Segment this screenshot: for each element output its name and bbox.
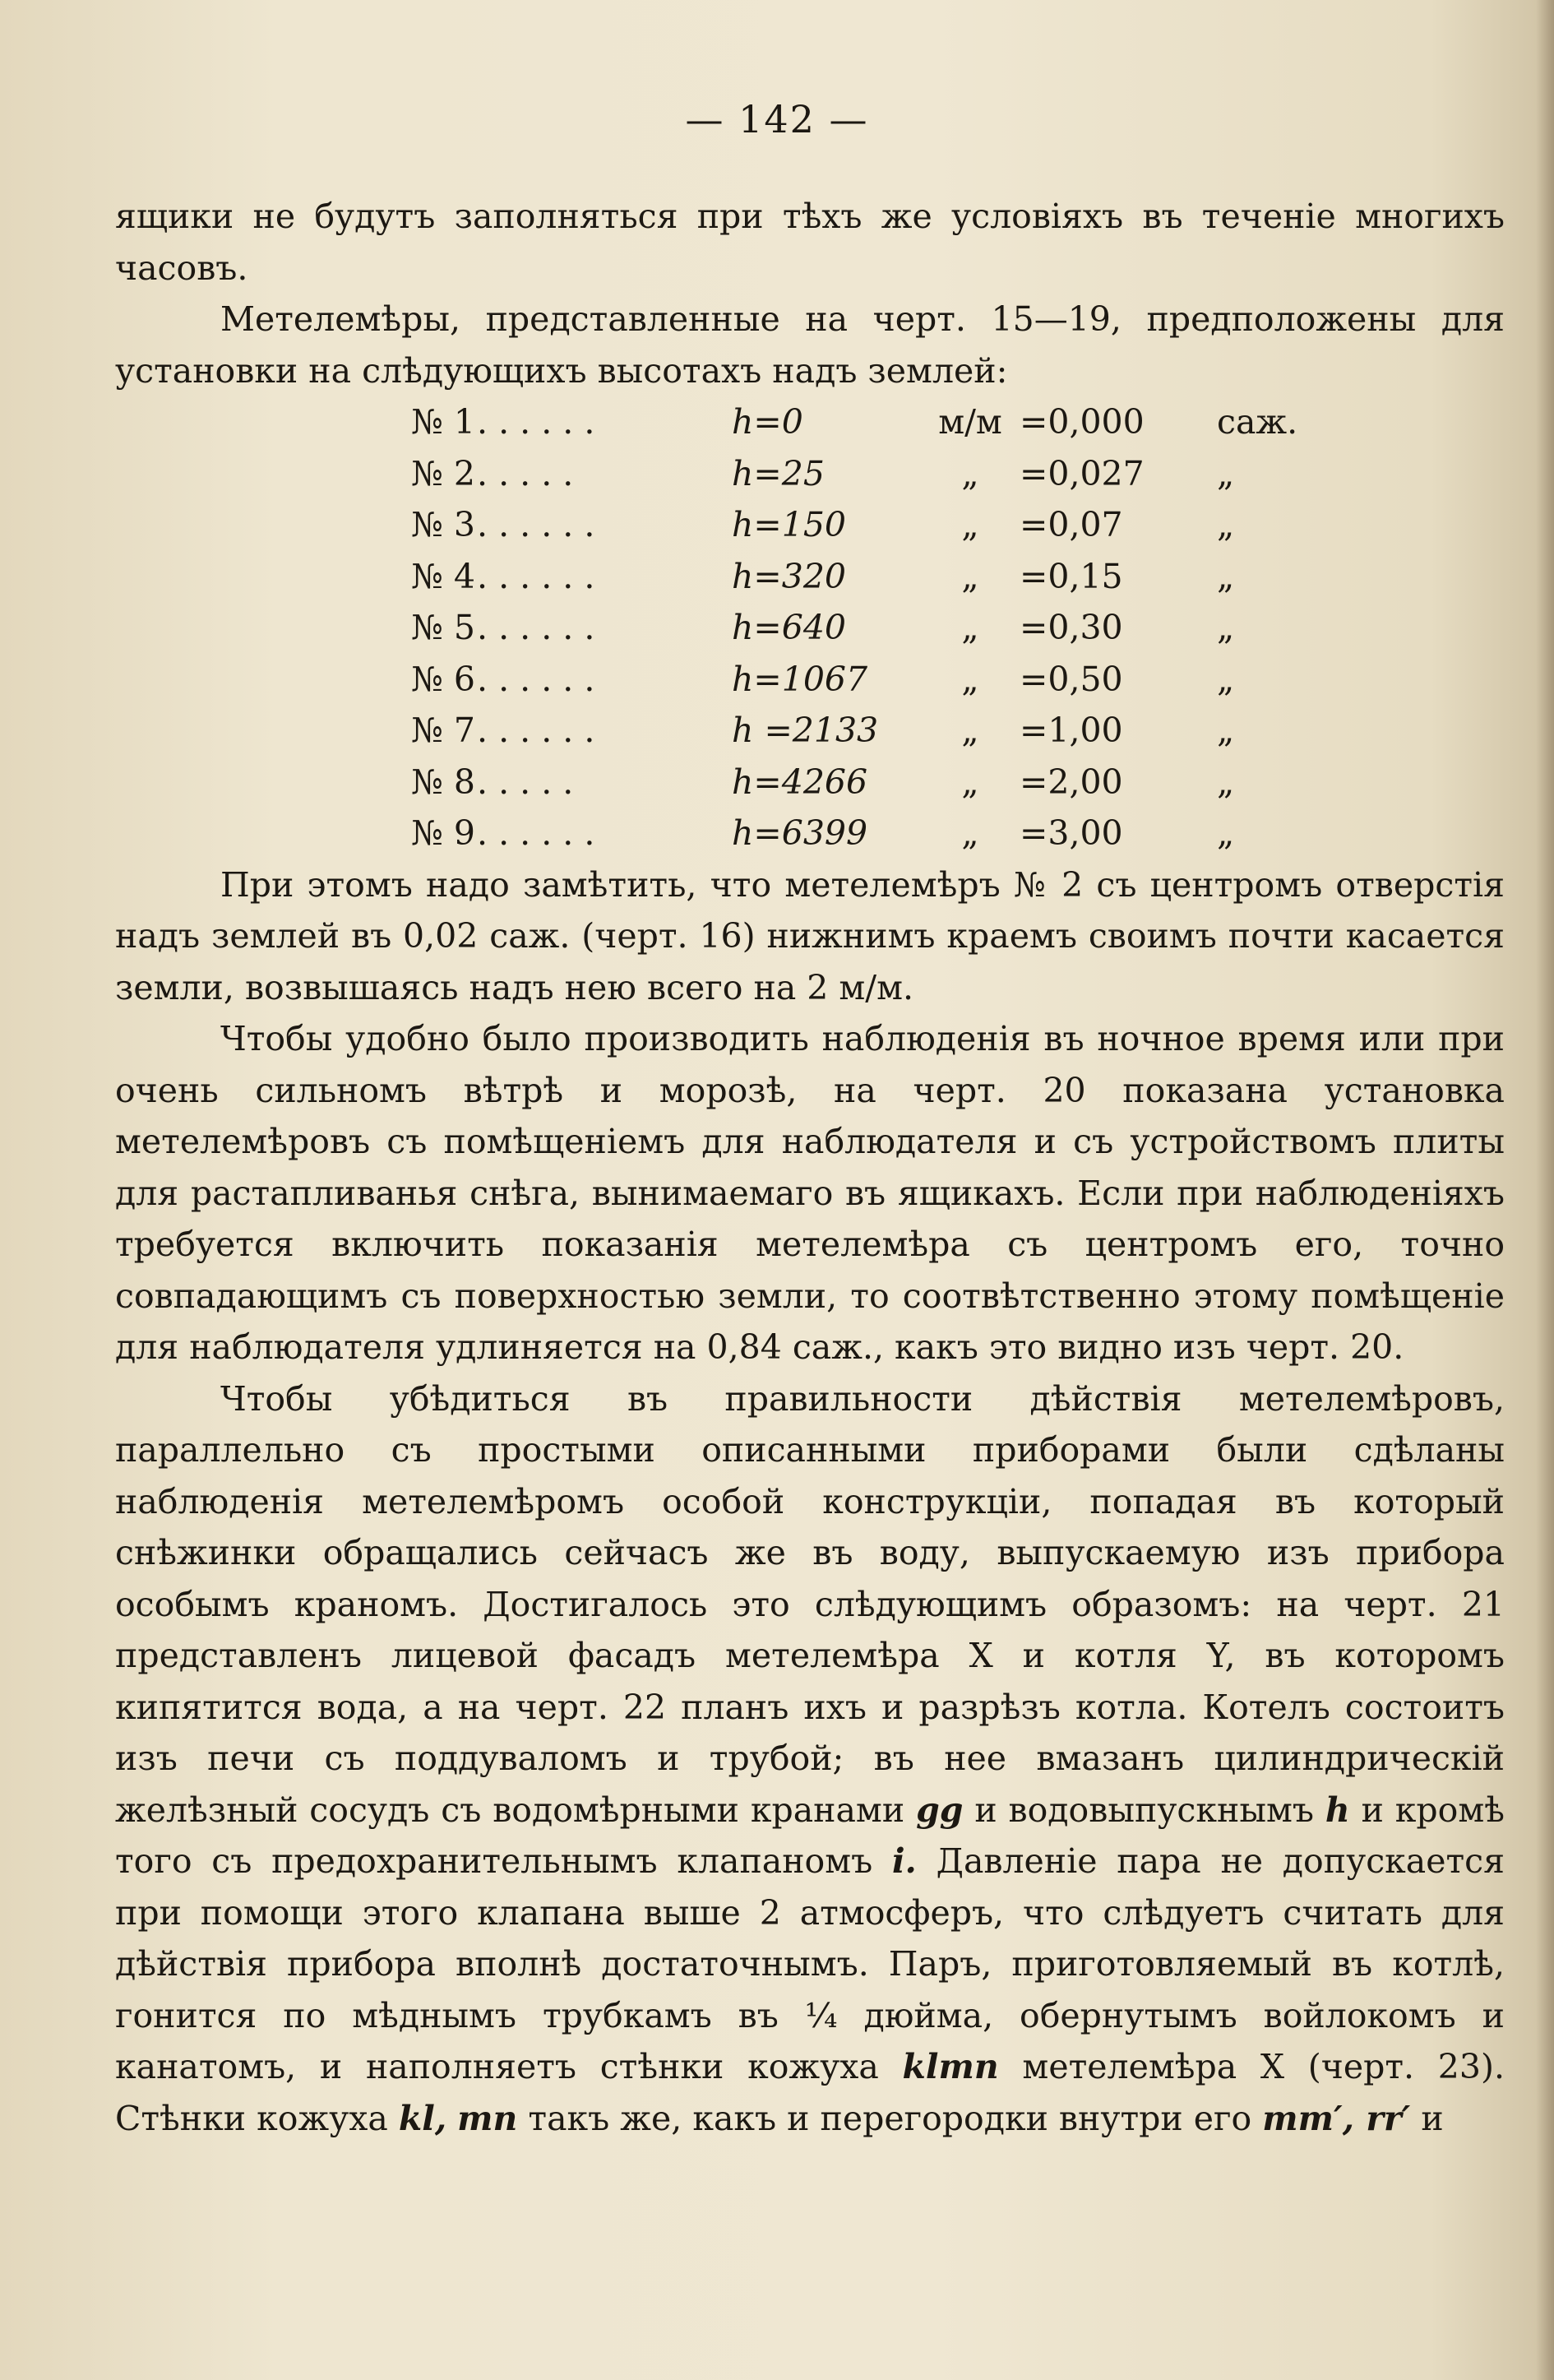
table-cell-number: № 7 bbox=[411, 711, 475, 750]
paragraph: ящики не будутъ заполняться при тѣхъ же условіяхъ въ теченіе многихъ часовъ. bbox=[115, 197, 1505, 288]
table-row bbox=[411, 448, 1316, 500]
table-cell-height: h=25 bbox=[732, 453, 825, 493]
table-cell-leader: . . . . . bbox=[477, 762, 574, 802]
text-run: Чтобы убѣдиться въ правильности дѣйствія метелемѣровъ, параллельно съ простыми описанными приборами были сдѣланы наблюденія метелемѣромъ особой конструкціи, попадая въ который снѣжинки обращались сейчасъ же въ воду, выпускаемую изъ прибора особымъ краномъ. Достигалось это слѣдующимъ образомъ: на черт. 21 представленъ лицевой фасадъ метелемѣра X и котля Y, въ которомъ кипятится вода, а на черт. 22 планъ ихъ и разрѣзъ котла. Котелъ состоитъ изъ печи съ поддуваломъ и трубой; въ нее вмазанъ цилиндрическій желѣзный сосудъ съ водомѣрными кранами bbox=[115, 1378, 1505, 1830]
label-mn: mn bbox=[457, 2098, 518, 2138]
table-cell-unit2: „ bbox=[1217, 813, 1235, 853]
table-row bbox=[411, 808, 1316, 859]
table-cell-value: =0,50 bbox=[1020, 659, 1123, 699]
text-run: и bbox=[1421, 2098, 1444, 2138]
table-cell-value: =2,00 bbox=[1020, 762, 1123, 802]
height-table bbox=[411, 396, 1316, 859]
table-cell-number: № 8 bbox=[411, 762, 475, 802]
label-klmn: klmn bbox=[902, 2047, 999, 2086]
table-cell-height: h =2133 bbox=[732, 711, 879, 750]
table-cell-number: № 6 bbox=[411, 659, 475, 699]
table-cell-unit: „ bbox=[961, 762, 979, 802]
table-cell-unit2: „ bbox=[1217, 453, 1235, 493]
page-text bbox=[115, 191, 1505, 2144]
table-cell-height: h=150 bbox=[732, 505, 847, 544]
table-cell-number: № 4 bbox=[411, 556, 475, 596]
table-cell-height: h=320 bbox=[732, 556, 847, 596]
table-cell-unit: „ bbox=[961, 659, 979, 699]
text-run: и водовыпускнымъ bbox=[974, 1790, 1314, 1830]
paragraph: Метелемѣры, представленные на черт. 15—19, предположены для установки на слѣдующихъ высотахъ надъ землей: bbox=[115, 299, 1505, 391]
table-cell-unit: „ bbox=[961, 556, 979, 596]
table-cell-unit2: „ bbox=[1217, 505, 1235, 544]
table-cell-unit2: „ bbox=[1217, 659, 1235, 699]
table-cell-number: № 5 bbox=[411, 608, 475, 647]
table-cell-leader: . . . . . . bbox=[477, 608, 595, 647]
table-cell-unit: „ bbox=[961, 505, 979, 544]
table-cell-leader: . . . . . . bbox=[477, 402, 595, 442]
page-number: — 142 — bbox=[685, 97, 869, 141]
text-run: и кромѣ того съ предохранительнымъ клапаномъ bbox=[115, 1790, 1505, 1881]
table-cell-leader: . . . . . . bbox=[477, 659, 595, 699]
table-cell-unit2: „ bbox=[1217, 608, 1235, 647]
label-mm-rr: mm′, rr′ bbox=[1262, 2098, 1411, 2138]
table-cell-leader: . . . . . . bbox=[477, 556, 595, 596]
table-cell-height: h=640 bbox=[732, 608, 847, 647]
table-row bbox=[411, 396, 1316, 448]
table-cell-height: h=1067 bbox=[732, 659, 868, 699]
page-edge-shadow bbox=[1536, 0, 1554, 2380]
label-gg: gg bbox=[916, 1790, 964, 1830]
table-row bbox=[411, 654, 1316, 706]
paragraph: При этомъ надо замѣтить, что метелемѣръ № 2 съ центромъ отверстія надъ землей въ 0,02 саж. (черт. 16) нижнимъ краемъ своимъ почти касается земли, возвышаясь надъ нею всего на 2 м/м. bbox=[115, 864, 1505, 1007]
table-cell-value: =0,15 bbox=[1020, 556, 1123, 596]
paragraph bbox=[115, 1373, 1505, 2145]
table-cell-leader: . . . . . bbox=[477, 453, 574, 493]
table-cell-number: № 2 bbox=[411, 453, 475, 493]
table-row bbox=[411, 499, 1316, 551]
table-cell-value: =0,000 bbox=[1020, 402, 1145, 442]
table-cell-number: № 9 bbox=[411, 813, 475, 853]
table-cell-height: h=6399 bbox=[732, 813, 868, 853]
table-cell-value: =3,00 bbox=[1020, 813, 1123, 853]
text-run: Давленіе пара не допускается при помощи этого клапана выше 2 атмосферъ, что слѣдуетъ считать для дѣйствія прибора вполнѣ достаточнымъ. Паръ, приготовляемый въ котлѣ, гонится по мѣднымъ трубкамъ въ ¼ дюйма, обернутымъ войлокомъ и канатомъ, и наполняетъ стѣнки кожуха bbox=[115, 1841, 1505, 2086]
label-kl: kl, bbox=[398, 2098, 447, 2138]
table-cell-value: =0,30 bbox=[1020, 608, 1123, 647]
table-cell-value: =0,07 bbox=[1020, 505, 1123, 544]
table-cell-value: =0,027 bbox=[1020, 453, 1145, 493]
table-cell-unit: „ bbox=[961, 453, 979, 493]
table-row bbox=[411, 602, 1316, 654]
table-cell-number: № 1 bbox=[411, 402, 475, 442]
table-cell-leader: . . . . . . bbox=[477, 711, 595, 750]
table-cell-height: h=0 bbox=[732, 402, 803, 442]
table-cell-unit2: саж. bbox=[1217, 402, 1298, 442]
table-cell-value: =1,00 bbox=[1020, 711, 1123, 750]
table-cell-unit2: „ bbox=[1217, 711, 1235, 750]
table-cell-number: № 3 bbox=[411, 505, 475, 544]
text-run: такъ же, какъ и перегородки внутри его bbox=[528, 2098, 1252, 2138]
table-cell-unit2: „ bbox=[1217, 762, 1235, 802]
table-row bbox=[411, 551, 1316, 603]
label-i: i. bbox=[891, 1841, 917, 1881]
table-cell-unit: м/м bbox=[938, 402, 1002, 442]
paragraph: Чтобы удобно было производить наблюденія въ ночное время или при очень сильномъ вѣтрѣ и морозѣ, на черт. 20 показана установка метелемѣровъ съ помѣщеніемъ для наблюдателя и съ устройствомъ плиты для растапливанья снѣга, вынимаемаго въ ящикахъ. Если при наблюденіяхъ требуется включить показанія метелемѣра съ центромъ его, точно совпадающимъ съ поверхностью земли, то соотвѣтственно этому помѣщеніе для наблюдателя удлиняется на 0,84 саж., какъ это видно изъ черт. 20. bbox=[115, 1019, 1505, 1367]
label-h: h bbox=[1325, 1790, 1350, 1830]
table-row bbox=[411, 705, 1316, 757]
table-cell-leader: . . . . . . bbox=[477, 813, 595, 853]
table-cell-unit: „ bbox=[961, 813, 979, 853]
text-run: метелемѣра X (черт. 23). Стѣнки кожуха bbox=[115, 2047, 1505, 2138]
table-cell-leader: . . . . . . bbox=[477, 505, 595, 544]
table-cell-unit: „ bbox=[961, 608, 979, 647]
table-row bbox=[411, 757, 1316, 808]
table-cell-unit2: „ bbox=[1217, 556, 1235, 596]
table-cell-height: h=4266 bbox=[732, 762, 868, 802]
table-cell-unit: „ bbox=[961, 711, 979, 750]
